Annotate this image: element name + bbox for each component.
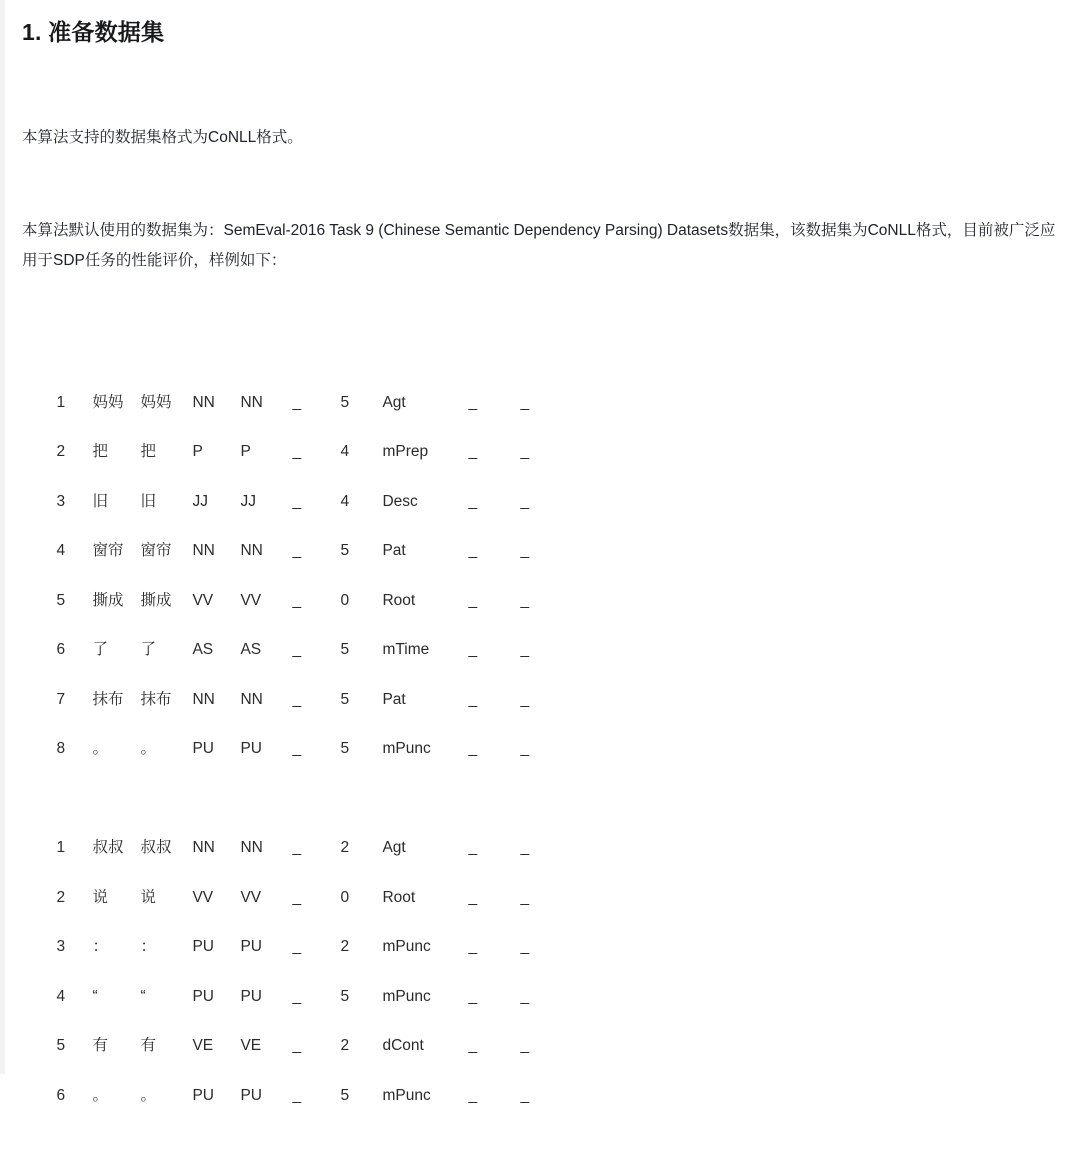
- token-phead: _: [468, 542, 478, 559]
- token-lemma: 窗帘: [140, 542, 172, 559]
- token-feats: _: [292, 1037, 302, 1054]
- token-form: 把: [92, 443, 108, 460]
- token-relation: Root: [382, 888, 416, 906]
- token-relation: Root: [382, 591, 416, 609]
- token-pos: PU: [240, 987, 262, 1005]
- token-pdeprel: _: [520, 987, 530, 1005]
- token-pos: AS: [240, 641, 262, 658]
- token-index: 6: [56, 1086, 66, 1104]
- token-relation: dCont: [382, 1037, 424, 1054]
- token-relation: mPunc: [382, 1086, 431, 1104]
- token-head: 0: [340, 591, 350, 609]
- token-phead: _: [468, 1037, 478, 1054]
- token-pos: NN: [240, 542, 263, 559]
- token-index: 2: [56, 443, 66, 460]
- conll-sentence-1: [22, 328, 1080, 757]
- token-head: 0: [340, 888, 350, 906]
- token-pdeprel: _: [520, 1086, 530, 1104]
- token-lemma: 。: [140, 740, 156, 757]
- token-lemma: 抹布: [140, 690, 172, 708]
- token-phead: _: [468, 690, 478, 708]
- token-phead: _: [468, 1086, 478, 1104]
- token-relation: mTime: [382, 641, 430, 658]
- token-pdeprel: _: [520, 1037, 530, 1054]
- token-index: 1: [56, 839, 66, 856]
- token-relation: mPunc: [382, 740, 431, 757]
- token-head: 4: [340, 492, 350, 510]
- token-head: 2: [340, 938, 350, 955]
- token-phead: _: [468, 492, 478, 510]
- token-pos: NN: [240, 393, 263, 411]
- token-cpos: NN: [192, 839, 215, 856]
- token-feats: _: [292, 888, 302, 906]
- token-lemma: 了: [140, 641, 156, 658]
- token-form: 。: [92, 740, 108, 757]
- token-lemma: ：: [140, 938, 156, 955]
- token-phead: _: [468, 839, 478, 856]
- token-form: 窗帘: [92, 542, 124, 559]
- token-relation: mPrep: [382, 443, 429, 460]
- token-index: 4: [56, 987, 66, 1005]
- token-form: “: [92, 987, 98, 1005]
- token-pdeprel: _: [520, 393, 530, 411]
- token-pdeprel: _: [520, 938, 530, 955]
- token-index: 3: [56, 938, 66, 955]
- token-feats: _: [292, 393, 302, 411]
- token-form: ：: [92, 938, 108, 955]
- token-cpos: NN: [192, 690, 215, 708]
- token-feats: _: [292, 591, 302, 609]
- token-pos: PU: [240, 1086, 262, 1104]
- token-head: 5: [340, 1086, 350, 1104]
- token-pos: PU: [240, 740, 262, 757]
- token-head: 5: [340, 542, 350, 559]
- token-phead: _: [468, 987, 478, 1005]
- token-feats: _: [292, 443, 302, 460]
- token-index: 7: [56, 690, 66, 708]
- token-form: 。: [92, 1086, 108, 1104]
- token-pdeprel: _: [520, 690, 530, 708]
- token-relation: Pat: [382, 542, 406, 559]
- token-pdeprel: _: [520, 443, 530, 460]
- token-relation: Desc: [382, 492, 418, 510]
- token-phead: _: [468, 591, 478, 609]
- token-relation: Agt: [382, 393, 406, 411]
- token-pdeprel: _: [520, 641, 530, 658]
- token-form: 有: [92, 1037, 108, 1054]
- token-feats: _: [292, 492, 302, 510]
- token-lemma: 撕成: [140, 591, 172, 609]
- token-phead: _: [468, 641, 478, 658]
- paragraph-format-support: 本算法支持的数据集格式为CoNLL格式。: [22, 129, 303, 146]
- token-index: 2: [56, 888, 66, 906]
- token-feats: _: [292, 641, 302, 658]
- token-index: 1: [56, 393, 66, 411]
- token-phead: _: [468, 888, 478, 906]
- token-pos: VV: [240, 888, 262, 906]
- token-cpos: AS: [192, 641, 214, 658]
- token-cpos: NN: [192, 542, 215, 559]
- token-pdeprel: _: [520, 740, 530, 757]
- token-head: 4: [340, 443, 350, 460]
- token-head: 2: [340, 839, 350, 856]
- conll-row: [22, 328, 1080, 411]
- token-lemma: 叔叔: [140, 839, 172, 856]
- token-index: 4: [56, 542, 66, 559]
- token-feats: _: [292, 542, 302, 559]
- token-index: 5: [56, 1037, 66, 1054]
- token-feats: _: [292, 690, 302, 708]
- token-index: 3: [56, 492, 66, 510]
- token-form: 说: [92, 888, 108, 906]
- token-index: 8: [56, 740, 66, 757]
- token-form: 旧: [92, 492, 108, 510]
- token-pdeprel: _: [520, 542, 530, 559]
- token-index: 6: [56, 641, 66, 658]
- token-lemma: 有: [140, 1037, 156, 1054]
- conll-sample-block: [22, 328, 1080, 1104]
- token-cpos: P: [192, 443, 203, 460]
- token-pos: PU: [240, 938, 262, 955]
- token-head: 5: [340, 690, 350, 708]
- token-pdeprel: _: [520, 492, 530, 510]
- token-cpos: NN: [192, 393, 215, 411]
- token-cpos: VV: [192, 591, 214, 609]
- token-pos: VE: [240, 1037, 262, 1054]
- token-phead: _: [468, 740, 478, 757]
- paragraph-default-dataset: 本算法默认使用的数据集为：SemEval-2016 Task 9 (Chinese Semantic Dependency Parsing) Datasets数据集，该数据集为CoNLL格式，目前被广泛应用于SDP任务的性能评价，样例如下：: [22, 222, 1056, 269]
- token-head: 5: [340, 393, 350, 411]
- token-cpos: PU: [192, 1086, 214, 1104]
- token-lemma: 旧: [140, 492, 156, 510]
- token-feats: _: [292, 1086, 302, 1104]
- token-relation: Agt: [382, 839, 406, 856]
- token-phead: _: [468, 443, 478, 460]
- token-lemma: 。: [140, 1086, 156, 1104]
- token-pos: VV: [240, 591, 262, 609]
- token-feats: _: [292, 839, 302, 856]
- token-phead: _: [468, 393, 478, 411]
- token-head: 5: [340, 740, 350, 757]
- token-pdeprel: _: [520, 591, 530, 609]
- token-index: 5: [56, 591, 66, 609]
- token-cpos: JJ: [192, 492, 208, 510]
- token-pos: NN: [240, 839, 263, 856]
- token-feats: _: [292, 987, 302, 1005]
- token-cpos: PU: [192, 938, 214, 955]
- token-feats: _: [292, 740, 302, 757]
- token-lemma: 说: [140, 888, 156, 906]
- token-pdeprel: _: [520, 888, 530, 906]
- token-lemma: 把: [140, 443, 156, 460]
- token-head: 5: [340, 641, 350, 658]
- token-lemma: “: [140, 987, 146, 1005]
- token-cpos: VE: [192, 1037, 214, 1054]
- token-cpos: PU: [192, 987, 214, 1005]
- token-phead: _: [468, 938, 478, 955]
- token-pos: NN: [240, 690, 263, 708]
- token-form: 妈妈: [92, 393, 124, 411]
- token-cpos: PU: [192, 740, 214, 757]
- conll-row: [22, 774, 1080, 856]
- token-lemma: 妈妈: [140, 393, 172, 411]
- token-pdeprel: _: [520, 839, 530, 856]
- token-head: 2: [340, 1037, 350, 1054]
- token-relation: Pat: [382, 690, 406, 708]
- token-relation: mPunc: [382, 987, 431, 1005]
- token-pos: P: [240, 443, 251, 460]
- page-title: 1. 准备数据集: [22, 19, 165, 45]
- token-relation: mPunc: [382, 938, 431, 955]
- token-form: 叔叔: [92, 839, 124, 856]
- token-feats: _: [292, 938, 302, 955]
- token-form: 了: [92, 641, 108, 658]
- conll-sentence-2: [22, 774, 1080, 1104]
- token-pos: JJ: [240, 492, 256, 510]
- token-form: 撕成: [92, 591, 124, 609]
- token-cpos: VV: [192, 888, 214, 906]
- token-form: 抹布: [92, 690, 124, 708]
- token-head: 5: [340, 987, 350, 1005]
